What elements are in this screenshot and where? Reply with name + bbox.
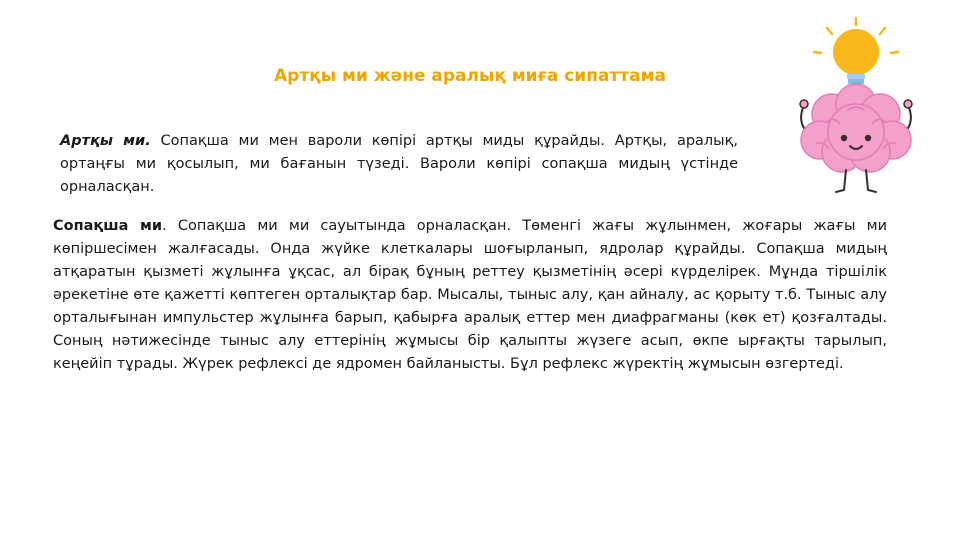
brain-lightbulb-icon	[786, 14, 926, 204]
paragraph-hindbrain	[60, 130, 738, 199]
paragraph-medulla	[53, 215, 887, 376]
paragraph-medulla-lead: Сопақша ми	[53, 218, 163, 234]
paragraph-medulla-text: . Сопақша ми ми сауытында орналасқан. Төменгі жағы жұлынмен, жоғары жағы ми көпіршесімен жалғасады. Онда жүйке клеткалары шоғырланып, ядролар құрайды. Сопақша мидың атқаратын қызметі жұлынға ұқсас, ал бірақ бұның реттеу қызметінің әсері күрделірек. Мұнда тіршілік әрекетіне өте қажетті көптеген орталықтар бар. Мысалы, тыныс алу, қан айналу, ас қорыту т.б. Тыныс алу орталығынан импульстер жұлынға барып, қабырға аралық еттер мен диафрагманы (көк ет) қозғалтады. Соның нәтижесінде тыныс алу еттерінің жұмысы бір қалыпты жүзеге асып, өкпе ырғақты тарылып, кеңейіп тұрады. Жүрек рефлексі де ядромен байланысты. Бұл рефлекс жүректің жұмысын өзгертеді.	[53, 218, 888, 372]
slide-title: Артқы ми және аралық миға сипаттама	[274, 66, 666, 86]
paragraph-hindbrain-lead: Артқы ми.	[60, 133, 151, 149]
paragraph-hindbrain-text: Сопақша ми мен вароли көпірі артқы миды құрайды. Артқы, аралық, ортаңғы ми қосылып, ми бағанын түзеді. Вароли көпірі сопақша мидың үстінде орналасқан.	[60, 133, 739, 195]
